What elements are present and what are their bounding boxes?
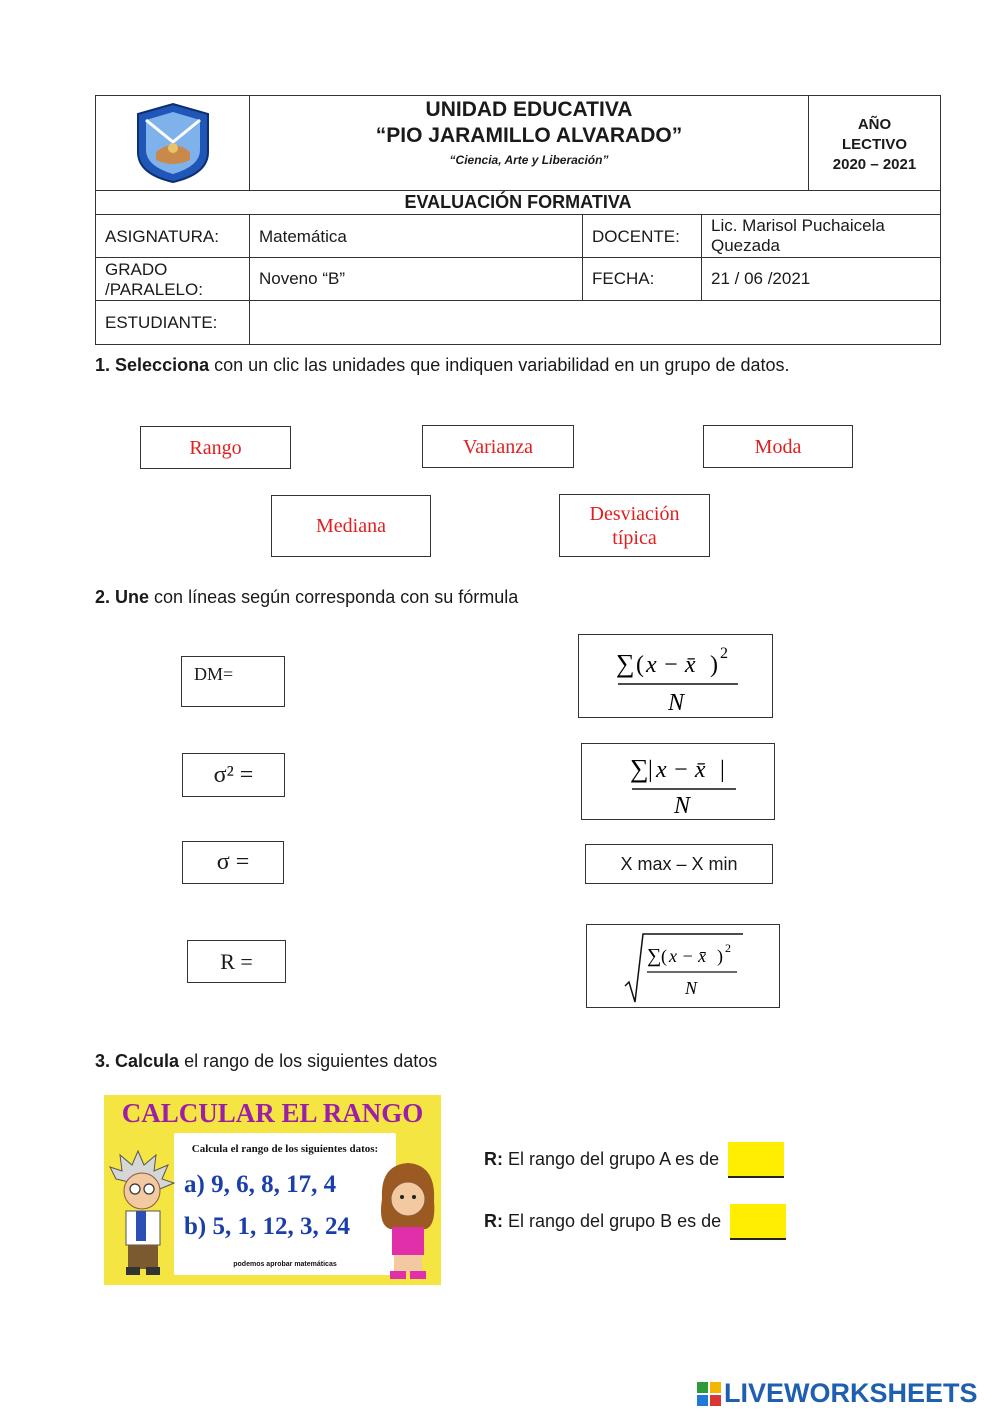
variance-label-box[interactable]: σ² = [182,753,285,797]
thinking-girl-icon [374,1159,440,1283]
grade-label: GRADO /PARALELO: [95,257,250,301]
image-subtitle: Calcula el rango de los siguientes datos: [191,1143,379,1155]
q2-text: con líneas según corresponda con su fórmula [149,587,519,607]
date-label: FECHA: [582,257,702,301]
liveworksheets-logo-icon [697,1382,721,1406]
answer-b-text: El rango del grupo B es de [503,1210,722,1231]
svg-text:x − x̄: x − x̄ [645,652,695,678]
formula-variance-icon [586,636,766,716]
q1-text: con un clic las unidades que indiquen variabilidad en un grupo de datos. [209,355,790,375]
svg-text:(: ( [661,946,667,966]
image-line-b: b) 5, 1, 12, 3, 24 [184,1213,350,1240]
school-year-cell [808,95,941,191]
year-label2: LECTIVO [841,136,907,153]
svg-text:): ) [709,652,718,678]
image-footer: podemos aprobar matemáticas [233,1261,337,1268]
q3-verb: 3. Calcula [95,1051,180,1071]
grade-value: Noveno “B” [249,257,583,301]
eval-title: EVALUACIÓN FORMATIVA [95,190,941,215]
option-varianza[interactable]: Varianza [422,425,574,468]
dm-label-box[interactable]: DM= [181,656,285,707]
std-dev-label-box[interactable]: σ = [182,841,284,884]
svg-text:∑: ∑ [615,649,635,678]
subject-value: Matemática [249,214,583,258]
answer-a-text: El rango del grupo A es de [503,1148,720,1169]
school-motto: “Ciencia, Arte y Liberación” [449,153,609,167]
range-label-box[interactable]: R = [187,940,286,983]
svg-text:N: N [685,978,698,998]
formula-variance-box[interactable] [578,634,773,718]
logo-cell [95,95,250,191]
answer-a-input[interactable] [728,1142,784,1178]
q2-verb: 2. Une [95,587,150,607]
school-crest-icon [128,102,218,184]
date-value: 21 / 06 /2021 [701,257,941,301]
image-board [174,1133,396,1275]
option-moda[interactable]: Moda [703,425,853,468]
svg-text:2: 2 [719,645,728,662]
brand-text: LIVEWORKSHEETS [724,1378,978,1408]
school-line1: UNIDAD EDUCATIVA [425,98,633,121]
formula-std-dev-icon [593,926,773,1006]
teacher-label: DOCENTE: [582,214,702,258]
formula-range-box[interactable]: X max – X min [585,844,773,884]
liveworksheets-brand[interactable] [697,1378,978,1409]
question-2 [95,587,518,608]
option-rango[interactable]: Rango [140,426,291,469]
school-line2: “PIO JARAMILLO ALVARADO” [375,124,683,147]
formula-std-dev-box[interactable] [586,924,780,1008]
svg-text:N: N [674,792,691,819]
option-mediana[interactable]: Mediana [271,495,431,557]
formula-mean-deviation-box[interactable] [581,743,775,820]
teacher-value: Lic. Marisol Puchaicela Quezada [701,214,941,258]
answer-row-a [484,1142,784,1178]
answer-b-input[interactable] [730,1204,786,1240]
image-title: CALCULAR EL RANGO [121,1098,424,1128]
question-3 [95,1051,437,1072]
svg-text:): ) [717,946,723,966]
thinking-boy-icon [108,1149,180,1279]
svg-text:x − x̄: x − x̄ [669,946,707,966]
svg-text:∑: ∑ [647,945,662,967]
formula-mean-deviation-icon [588,745,768,819]
svg-text:(: ( [635,652,644,678]
student-label: ESTUDIANTE: [95,300,250,345]
q3-text: el rango de los siguientes datos [179,1051,438,1071]
svg-text:|: | [720,756,725,783]
year-value: 2020 – 2021 [832,156,917,173]
image-line-a: a) 9, 6, 8, 17, 4 [184,1171,337,1198]
student-name-field[interactable] [249,300,941,345]
svg-text:2: 2 [725,941,731,955]
option-desviacion-tipica[interactable]: Desviación típica [559,494,710,557]
range-exercise-image [104,1095,441,1285]
svg-text:|: | [648,756,653,783]
svg-text:∑: ∑ [630,753,649,783]
header-table [95,95,941,345]
question-1 [95,355,790,376]
svg-text:N: N [667,690,684,716]
answer-row-b [484,1204,786,1240]
svg-text:x − x̄: x − x̄ [656,756,706,783]
school-name-cell [249,95,809,191]
answer-b-prefix: R: [484,1210,503,1231]
answer-a-prefix: R: [484,1148,503,1169]
subject-label: ASIGNATURA: [95,214,250,258]
year-label1: AÑO [857,116,892,133]
q1-verb: 1. Selecciona [95,355,210,375]
